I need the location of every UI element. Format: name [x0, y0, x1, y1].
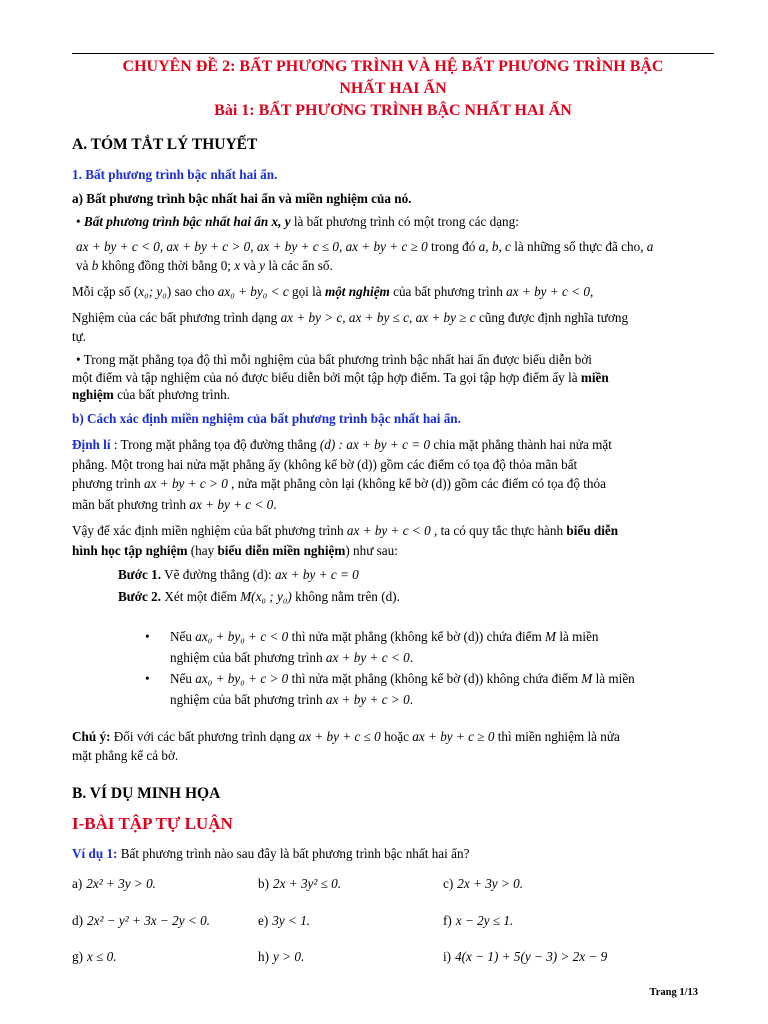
- case-1-bullet: •: [145, 629, 150, 644]
- text: miền: [580, 370, 609, 385]
- text: ax + by + c ≥ 0: [412, 729, 495, 744]
- step-1: [118, 566, 359, 584]
- text: , ta có quy tắc thực hành: [430, 523, 567, 538]
- text: cũng được định nghĩa tương: [475, 310, 629, 325]
- text: là những số thực đã cho,: [510, 239, 647, 254]
- text: trong đó: [427, 239, 479, 254]
- text: M(x₀ ; y₀): [240, 589, 292, 604]
- option-expression: 4(x − 1) + 5(y − 3) > 2x − 9: [455, 949, 608, 964]
- text: ax + by + c > 0: [144, 476, 228, 491]
- text: .: [273, 497, 277, 512]
- text: ax + by + c > 0: [325, 692, 410, 707]
- text: .: [409, 650, 413, 665]
- bullet: •: [76, 352, 81, 367]
- text: Đối với các bất phương trình dạng: [110, 729, 299, 744]
- case-2-bullet: •: [145, 671, 150, 686]
- text: ax₀ + by₀ + c < 0: [195, 629, 289, 644]
- option-c: [443, 875, 523, 893]
- option-label: a): [72, 876, 83, 891]
- option-label: c): [443, 876, 454, 891]
- text: một điểm và tập nghiệm của nó được biểu diễn bởi một tập hợp điểm. Ta gọi tập hợp điểm ấy là: [72, 370, 581, 385]
- text: nghiệm của bất phương trình: [170, 692, 326, 707]
- text: Nghiệm của các bất phương trình dạng: [72, 310, 281, 325]
- plane-line-1: [76, 351, 592, 369]
- text: biểu diễn miền nghiệm: [217, 543, 346, 558]
- text: và: [76, 258, 92, 273]
- text: , nửa mặt phẳng còn lại (không kể bờ (d)) gồm các điểm có tọa độ thỏa: [227, 476, 606, 491]
- option-g: [72, 948, 117, 966]
- text: là miền: [556, 629, 599, 644]
- text: ax + by > c, ax + by ≤ c, ax + by ≥ c: [280, 310, 476, 325]
- text: hình học tập nghiệm: [72, 543, 188, 558]
- text: (d) : ax + by + c = 0: [319, 437, 431, 452]
- text: Trong mặt phẳng tọa độ thì mỗi nghiệm của bất phương trình bậc nhất hai ẩn được biểu diễn bởi: [80, 352, 592, 367]
- option-a: [72, 875, 156, 893]
- case-2-line-2: [170, 691, 413, 709]
- text: a: [646, 239, 654, 254]
- definition-line: [76, 213, 519, 231]
- text: Bước 1.: [118, 567, 162, 582]
- text: phương trình: [72, 476, 144, 491]
- note-label: Chú ý:: [72, 729, 111, 744]
- text: y: [259, 258, 266, 273]
- option-label: i): [443, 949, 452, 964]
- text: thì nửa mặt phẳng (không kể bờ (d)) không chứa điểm: [288, 671, 582, 686]
- option-label: h): [258, 949, 269, 964]
- option-expression: 2x + 3y > 0.: [457, 876, 524, 891]
- other-forms-line: [72, 309, 628, 327]
- text: ) như sau:: [345, 543, 398, 558]
- text: chia mặt phẳng thành hai nửa mặt: [430, 437, 612, 452]
- text: Nếu: [170, 671, 196, 686]
- text: nghiệm của bất phương trình: [170, 650, 326, 665]
- text: M: [545, 629, 557, 644]
- other-forms-line-2: tự.: [72, 329, 87, 344]
- plane-line-2: [72, 369, 609, 387]
- lesson-title: Bài 1: BẤT PHƯƠNG TRÌNH BẬC NHẤT HAI ẨN: [214, 102, 572, 119]
- text: a, b, c: [478, 239, 511, 254]
- text: x₀; y₀: [138, 284, 167, 299]
- text: : Trong mặt phẳng tọa độ đường thẳng: [110, 437, 320, 452]
- example-label: Ví dụ 1:: [72, 846, 118, 861]
- text: gọi là: [288, 284, 325, 299]
- text: b: [91, 258, 99, 273]
- option-label: b): [258, 876, 269, 891]
- option-h: [258, 948, 304, 966]
- theorem-line-3: [72, 475, 606, 493]
- option-expression: 3y < 1.: [272, 913, 311, 928]
- plane-line-3: [72, 386, 230, 404]
- case-2-line-1: [170, 670, 635, 688]
- text: không nằm trên (d).: [291, 589, 400, 604]
- text: ax + by + c < 0: [325, 650, 410, 665]
- option-expression: 2x + 3y² ≤ 0.: [273, 876, 342, 891]
- text: là các ẩn số.: [265, 258, 333, 273]
- forms-line-2: [76, 257, 333, 275]
- option-label: f): [443, 913, 452, 928]
- definition-term: Bất phương trình bậc nhất hai ẩn x, y: [83, 214, 291, 229]
- theorem-line-2: phẳng. Một trong hai nửa mặt phẳng ấy (không kể bờ (d)) gồm các điểm có tọa độ thỏa mãn bất: [72, 457, 578, 472]
- page-number: Trang 1/13: [649, 987, 698, 998]
- text: Vẽ đường thẳng (d):: [161, 567, 275, 582]
- section-b-heading: B. VÍ DỤ MINH HỌA: [72, 785, 221, 802]
- text: của bất phương trình: [389, 284, 507, 299]
- option-label: g): [72, 949, 83, 964]
- text: Nếu: [170, 629, 196, 644]
- text: Vậy để xác định miền nghiệm của bất phương trình: [72, 523, 347, 538]
- text: ) sao cho: [166, 284, 218, 299]
- text: biểu diễn: [566, 523, 619, 538]
- text: một nghiệm: [324, 284, 390, 299]
- text: ax + by + c < 0: [506, 284, 590, 299]
- option-expression: y > 0.: [273, 949, 305, 964]
- forms-expr: ax + by + c < 0, ax + by + c > 0, ax + by + c ≤ 0, ax + by + c ≥ 0: [76, 239, 428, 254]
- text: ax + by + c ≤ 0: [298, 729, 381, 744]
- option-label: d): [72, 913, 83, 928]
- example-1-line: [72, 845, 469, 863]
- option-e: [258, 912, 310, 930]
- chapter-title-line2: NHẤT HAI ẨN: [339, 80, 447, 97]
- text: ax₀ + by₀ + c > 0: [195, 671, 289, 686]
- part-heading: I-BÀI TẬP TỰ LUẬN: [72, 814, 233, 833]
- theorem-line-1: [72, 436, 612, 454]
- subheading-1b: b) Cách xác định miền nghiệm của bất phương trình bậc nhất hai ẩn.: [72, 411, 461, 426]
- text: của bất phương trình.: [113, 387, 231, 402]
- theorem-label: Định lí: [72, 437, 111, 452]
- option-expression: x ≤ 0.: [87, 949, 117, 964]
- step-2: [118, 588, 400, 606]
- header-rule: [72, 53, 714, 54]
- case-1-line-2: [170, 649, 413, 667]
- option-expression: x − 2y ≤ 1.: [455, 913, 514, 928]
- definition-rest: là bất phương trình có một trong các dạng:: [290, 214, 519, 229]
- text: .: [409, 692, 413, 707]
- rule-line-1: [72, 522, 618, 540]
- text: nghiệm: [72, 387, 114, 402]
- subheading-1: 1. Bất phương trình bậc nhất hai ẩn.: [72, 167, 278, 182]
- text: Bước 2.: [118, 589, 162, 604]
- text: hoặc: [380, 729, 413, 744]
- text: M: [581, 671, 593, 686]
- forms-line: [76, 238, 653, 256]
- option-expression: 2x² + 3y > 0.: [86, 876, 156, 891]
- text: không đồng thời bằng 0;: [98, 258, 235, 273]
- text: ax + by + c < 0: [346, 523, 431, 538]
- text: Bất phương trình nào sau đây là bất phương trình bậc nhất hai ẩn?: [117, 846, 470, 861]
- text: ax₀ + by₀ < c: [217, 284, 289, 299]
- chapter-title-line1: CHUYÊN ĐỀ 2: BẤT PHƯƠNG TRÌNH VÀ HỆ BẤT PHƯƠNG TRÌNH BẬC: [122, 58, 664, 75]
- solution-line: [72, 283, 593, 301]
- text: Xét một điểm: [161, 589, 241, 604]
- text: (hay: [187, 543, 218, 558]
- option-expression: 2x² − y² + 3x − 2y < 0.: [87, 913, 210, 928]
- option-i: [443, 948, 607, 966]
- text: mãn bất phương trình: [72, 497, 190, 512]
- rule-line-2: [72, 542, 398, 560]
- case-1-line-1: [170, 628, 599, 646]
- text: ,: [589, 284, 594, 299]
- bullet: •: [76, 214, 81, 229]
- text: là miền: [592, 671, 635, 686]
- note-line-2: mặt phẳng kể cả bờ.: [72, 748, 179, 763]
- option-f: [443, 912, 513, 930]
- option-b: [258, 875, 341, 893]
- option-label: e): [258, 913, 269, 928]
- option-d: [72, 912, 210, 930]
- subheading-1a: a) Bất phương trình bậc nhất hai ẩn và miền nghiệm của nó.: [72, 191, 412, 206]
- text: Mỗi cặp số (: [72, 284, 139, 299]
- note-line-1: [72, 728, 620, 746]
- section-a-heading: A. TÓM TẮT LÝ THUYẾT: [72, 136, 258, 153]
- text: x: [234, 258, 241, 273]
- text: và: [240, 258, 260, 273]
- text: ax + by + c = 0: [274, 567, 359, 582]
- text: ax + by + c < 0: [189, 497, 274, 512]
- theorem-line-4: [72, 496, 277, 514]
- text: thì nửa mặt phẳng (không kể bờ (d)) chứa điểm: [288, 629, 546, 644]
- text: thì miền nghiệm là nửa: [494, 729, 620, 744]
